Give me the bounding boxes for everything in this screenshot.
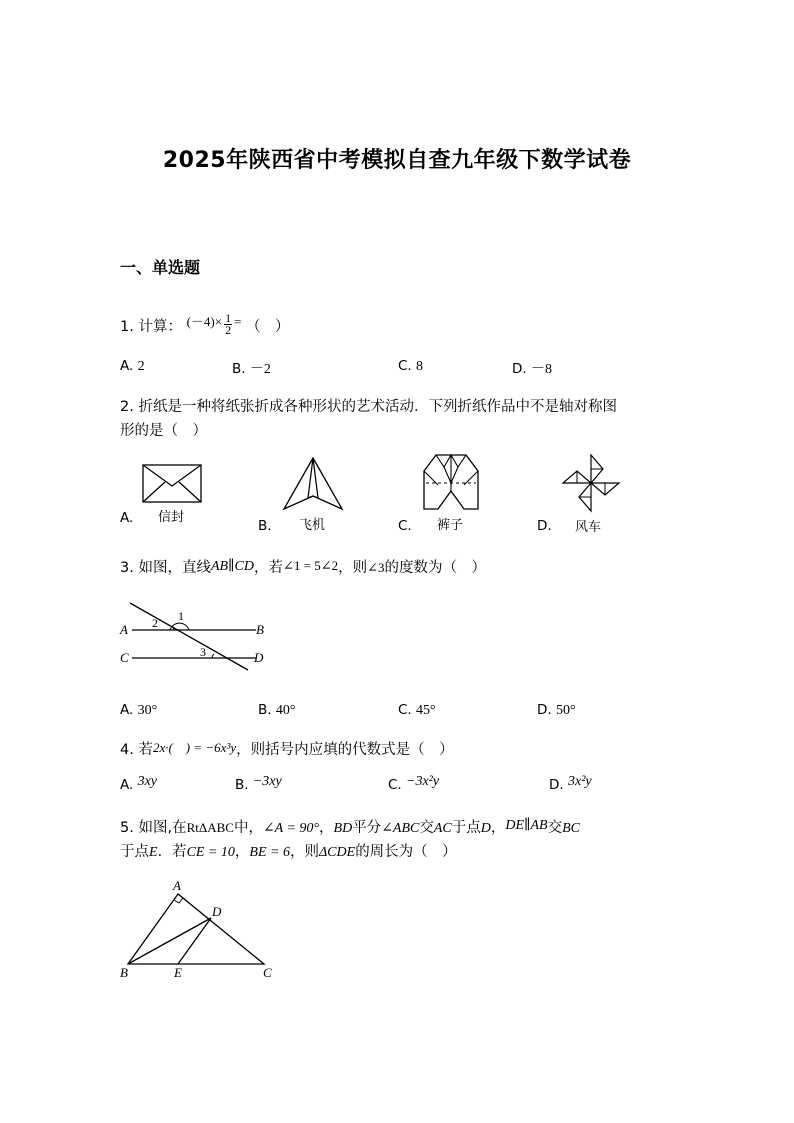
question-text: 如图，直线 [138, 560, 211, 576]
option-a[interactable] [120, 774, 158, 794]
question-number: 3. [120, 560, 134, 576]
angle-label-1: 1 [178, 609, 184, 623]
option-letter: C. [398, 518, 412, 534]
figure-caption: 信封 [158, 510, 185, 525]
angle-label-3: 3 [200, 645, 206, 659]
option-letter: A. [120, 510, 134, 526]
question-2-line2: 形的是（ ） [120, 423, 207, 439]
answer-blank: （ ） [246, 319, 290, 335]
math-expression: 2x·( ) = −6x³y [152, 740, 237, 755]
option-letter: A. [120, 702, 134, 718]
option-a[interactable] [120, 702, 157, 719]
math-expression: (－4)× [186, 314, 223, 329]
point-label-b: B [120, 965, 128, 980]
question-text: 交 [547, 820, 563, 836]
fraction-denominator: 2 [225, 322, 232, 337]
option-letter: D. [512, 361, 527, 377]
option-letter: A. [120, 777, 134, 793]
question-1 [120, 310, 290, 339]
question-3 [120, 556, 486, 577]
math-expression: ∠ABC [381, 821, 420, 836]
option-letter: D. [537, 702, 552, 718]
question-text: ，则 [338, 560, 368, 576]
point-label-a: A [173, 878, 181, 893]
option-value: －8 [530, 362, 552, 377]
option-value: −3x²y [406, 774, 440, 789]
option-b[interactable] [235, 774, 282, 794]
question-text: 于点 [451, 820, 481, 836]
option-value: 45° [416, 703, 436, 718]
question-2 [120, 395, 617, 416]
question-text: ，若 [253, 560, 283, 576]
option-value: －2 [249, 362, 271, 377]
option-b[interactable] [258, 518, 272, 534]
option-letter: B. [235, 777, 249, 793]
option-d[interactable] [537, 518, 552, 534]
fraction-numerator: 1 [225, 310, 232, 325]
question-text: 平分 [352, 820, 382, 836]
option-c[interactable] [388, 774, 440, 794]
math-expression: BC [562, 821, 580, 836]
option-letter: C. [398, 702, 412, 718]
point-label-e: E [174, 965, 182, 980]
point-label-c: C [263, 965, 272, 980]
question-text: 的周长为（ ） [355, 844, 457, 860]
pants-icon [420, 453, 482, 513]
point-label-d: D [254, 650, 264, 665]
option-b[interactable] [258, 702, 295, 719]
figure-caption: 风车 [575, 520, 602, 535]
math-expression: DE∥AB [505, 818, 548, 833]
point-label-c: C [120, 650, 129, 665]
question-text: 如图,在 [138, 820, 187, 836]
option-letter: D. [537, 518, 552, 534]
question-text: ， [234, 844, 250, 860]
point-label-d: D [212, 904, 222, 919]
option-value: 3x²y [567, 774, 592, 789]
option-letter: C. [388, 777, 402, 793]
option-c[interactable] [398, 358, 423, 375]
option-value: 3xy [137, 774, 158, 789]
math-expression: AB∥CD [210, 559, 254, 574]
question-text: ， [490, 820, 506, 836]
option-d[interactable] [537, 702, 576, 719]
option-letter: B. [258, 702, 272, 718]
question-5 [120, 816, 580, 837]
question-number: 5. [120, 820, 134, 836]
question-text: 交 [419, 820, 434, 836]
math-expression: ΔCDE [318, 845, 356, 860]
question-number: 1. [120, 319, 134, 335]
envelope-icon [140, 462, 204, 504]
math-expression: AC [433, 821, 452, 836]
option-a[interactable] [120, 358, 145, 375]
question-text: ，则括号内应填的代数式是（ ） [236, 742, 454, 758]
option-value: 2 [137, 359, 145, 374]
question-text: 中， [233, 820, 263, 836]
angle-label-2: 2 [152, 616, 158, 630]
question-text: 的度数为（ ） [384, 560, 487, 576]
section-heading: 一、单选题 [120, 258, 201, 277]
page-title: 2025年陕西省中考模拟自查九年级下数学试卷 [162, 148, 632, 173]
question-5-line2 [120, 840, 457, 861]
question-4 [120, 738, 454, 759]
fraction [224, 310, 232, 337]
math-expression: BE = 6 [249, 845, 290, 860]
paper-plane-icon [282, 456, 344, 512]
pinwheel-icon [559, 453, 623, 513]
question-text: 折纸是一种将纸张折成各种形状的艺术活动．下列折纸作品中不是轴对称图 [138, 399, 617, 415]
option-d[interactable] [512, 358, 552, 378]
option-letter: A. [120, 358, 134, 374]
option-d[interactable] [549, 774, 592, 794]
question-text: 于点 [120, 844, 149, 860]
parallel-lines-figure [116, 600, 276, 672]
option-letter: B. [232, 361, 246, 377]
math-expression: ∠3 [367, 560, 385, 575]
option-value: 50° [555, 703, 576, 718]
math-expression: ∠A = 90° [262, 821, 320, 836]
option-letter: D. [549, 777, 564, 793]
option-value: 8 [416, 359, 424, 374]
option-value: −3xy [252, 774, 282, 789]
question-text: 计算： [138, 319, 182, 335]
math-expression: RtΔABC [186, 820, 234, 835]
math-expression: ∠1 = 5∠2 [282, 558, 339, 573]
point-label-b: B [256, 622, 264, 637]
question-number: 2. [120, 399, 134, 415]
option-c[interactable] [398, 518, 412, 534]
option-a[interactable] [120, 510, 133, 526]
triangle-figure [116, 876, 282, 984]
math-expression: D [480, 821, 491, 836]
figure-caption: 飞机 [299, 518, 326, 533]
question-text: ，则 [289, 844, 319, 860]
point-label-a: A [120, 622, 128, 637]
question-number: 4. [120, 742, 134, 758]
equals-sign: = [234, 314, 242, 329]
option-value: 30° [137, 703, 158, 718]
figure-caption: 裤子 [437, 518, 464, 533]
option-b[interactable] [232, 358, 271, 378]
math-expression: BD [333, 821, 353, 836]
question-text: ， [319, 820, 334, 836]
question-text: 若 [138, 742, 153, 758]
option-letter: C. [398, 358, 412, 374]
option-c[interactable] [398, 702, 436, 719]
math-expression: E [149, 845, 158, 860]
question-text: ．若 [157, 844, 187, 860]
math-expression: CE = 10 [186, 845, 235, 860]
option-letter: B. [258, 518, 272, 534]
option-value: 40° [275, 703, 296, 718]
